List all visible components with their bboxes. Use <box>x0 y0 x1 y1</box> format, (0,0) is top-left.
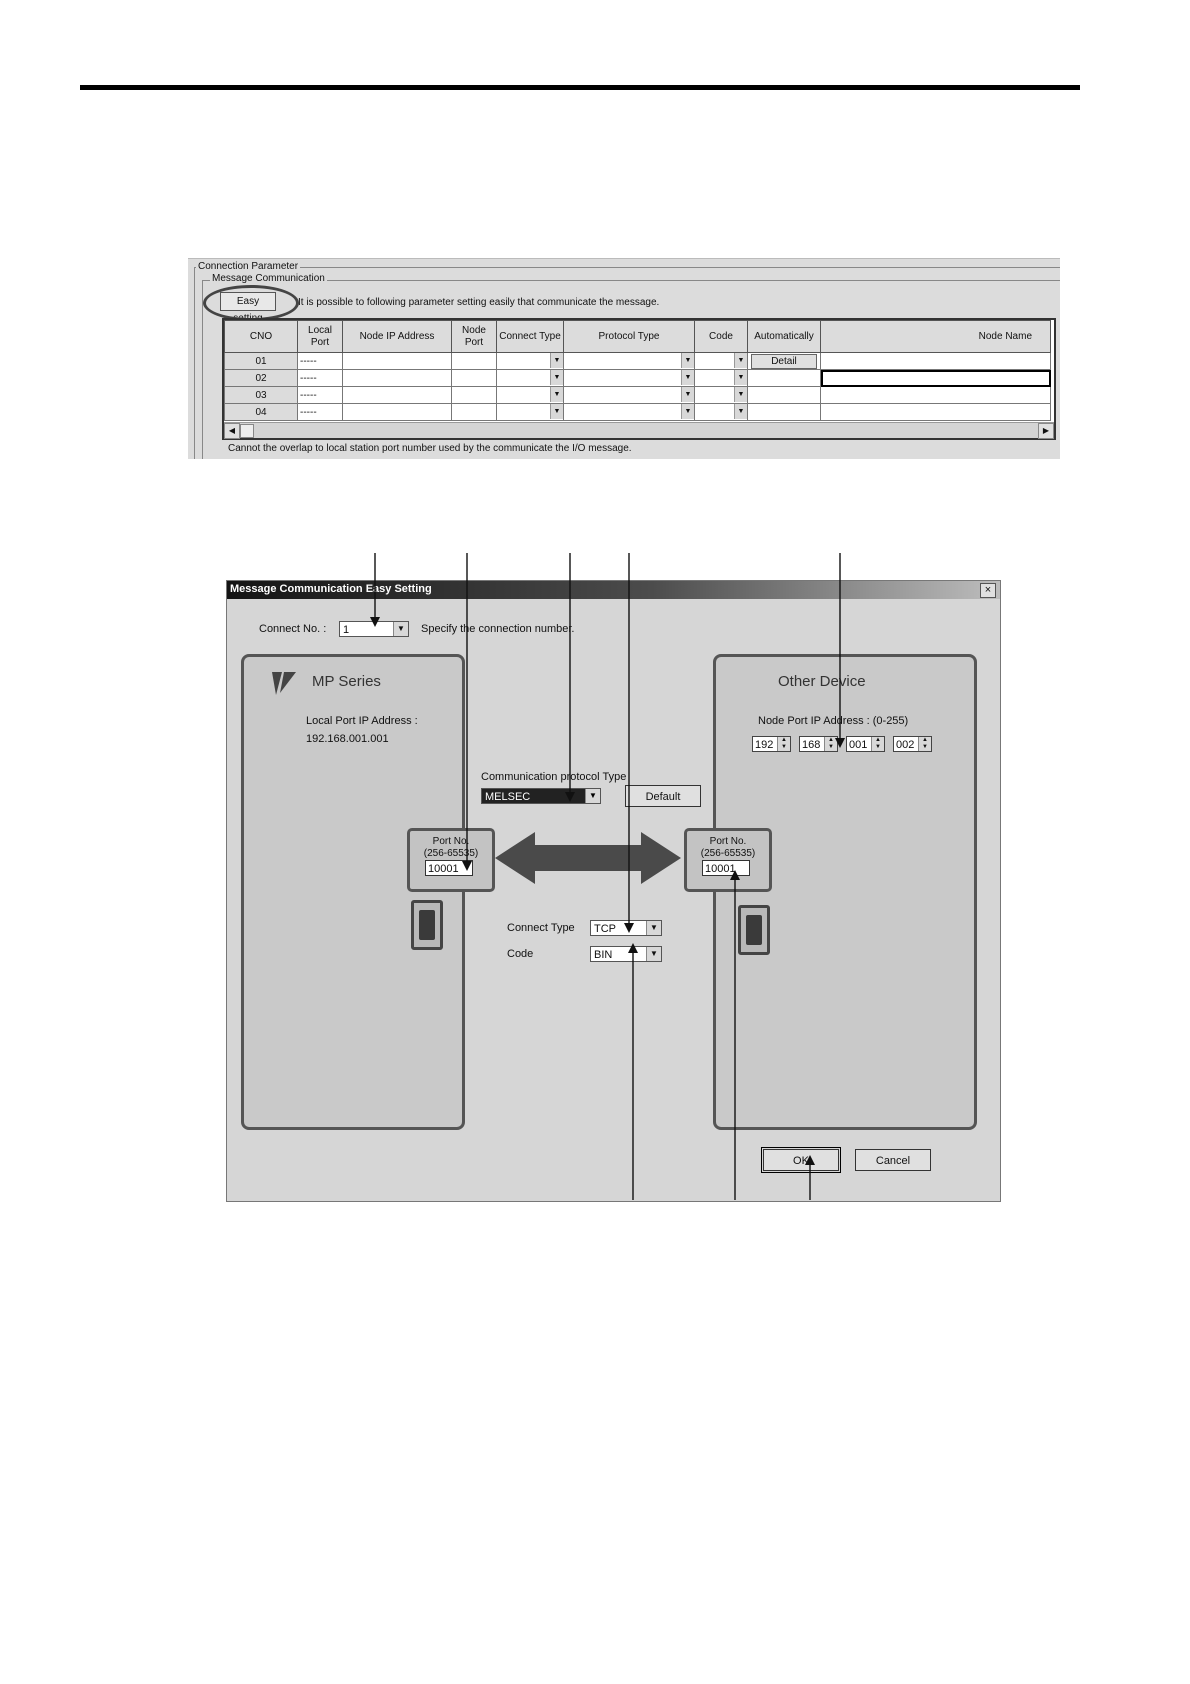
node-name-cell[interactable] <box>821 404 1051 421</box>
node-port-cell[interactable] <box>452 387 497 404</box>
spinner-icon[interactable]: ▲ ▼ <box>918 737 931 751</box>
automatically-cell <box>748 353 821 370</box>
ip-octet-2-input[interactable] <box>799 736 838 752</box>
code-cell[interactable] <box>695 370 748 387</box>
connect-no-select[interactable] <box>339 621 409 637</box>
local-ip-value: 192.168.001.001 <box>306 733 389 745</box>
column-header-node-port[interactable]: Node Port <box>452 321 497 353</box>
code-cell[interactable] <box>695 404 748 421</box>
cno-cell: 03 <box>225 387 298 404</box>
dropdown-arrow-icon[interactable]: ▼ <box>681 370 694 385</box>
scrollbar-thumb[interactable] <box>240 424 254 438</box>
node-port-cell[interactable] <box>452 404 497 421</box>
protocol-type-cell[interactable] <box>564 404 695 421</box>
dropdown-arrow-icon[interactable]: ▼ <box>550 370 563 385</box>
local-port-range: (256-65535) <box>423 848 479 859</box>
dropdown-arrow-icon[interactable]: ▼ <box>734 387 747 402</box>
connect-type-cell[interactable] <box>497 370 564 387</box>
remote-port-range: (256-65535) <box>700 848 756 859</box>
ethernet-port-icon <box>411 900 443 950</box>
chevron-down-icon[interactable]: ▼ <box>393 622 408 636</box>
column-header-automatically[interactable]: Automatically <box>748 321 821 353</box>
ip-octet-3-value: 001 <box>849 739 868 751</box>
local-port-input[interactable]: 10001 <box>425 860 473 876</box>
easy-setting-highlight <box>203 285 299 321</box>
scroll-left-icon[interactable]: ◀ <box>224 423 240 439</box>
remote-port-input[interactable]: 10001 <box>702 860 750 876</box>
local-port-cell[interactable]: ----- <box>298 387 343 404</box>
ok-button[interactable]: OK <box>763 1149 839 1171</box>
table-row[interactable] <box>225 370 1051 387</box>
local-port-cell[interactable]: ----- <box>298 404 343 421</box>
local-panel-title: MP Series <box>312 673 381 690</box>
other-device-panel <box>713 654 977 1130</box>
automatically-cell[interactable] <box>748 387 821 404</box>
node-name-cell-selected[interactable] <box>821 370 1051 387</box>
table-row[interactable] <box>225 353 1051 370</box>
dropdown-arrow-icon[interactable]: ▼ <box>681 387 694 402</box>
detail-button[interactable]: Detail <box>751 354 817 369</box>
node-ip-cell[interactable] <box>343 370 452 387</box>
connect-type-select[interactable] <box>590 920 662 936</box>
ip-octet-4-value: 002 <box>896 739 915 751</box>
node-ip-label: Node Port IP Address : (0-255) <box>758 715 909 727</box>
table-row[interactable] <box>225 404 1051 421</box>
easy-setting-button[interactable]: Easy <box>220 292 276 311</box>
ethernet-port-icon <box>738 905 770 955</box>
easy-setting-description: It is possible to following parameter setting easily that communicate the message. <box>298 297 660 308</box>
ip-octet-1-value: 192 <box>755 739 774 751</box>
chevron-down-icon[interactable]: ▼ <box>646 947 661 961</box>
connect-type-cell[interactable] <box>497 404 564 421</box>
code-select[interactable] <box>590 946 662 962</box>
ip-octet-3-input[interactable] <box>846 736 885 752</box>
automatically-cell[interactable] <box>748 370 821 387</box>
other-device-title: Other Device <box>778 673 866 690</box>
dropdown-arrow-icon[interactable]: ▼ <box>681 353 694 368</box>
cno-cell: 04 <box>225 404 298 421</box>
column-header-cno[interactable]: CNO <box>225 321 298 353</box>
local-port-cell[interactable]: ----- <box>298 370 343 387</box>
column-header-node-name[interactable]: Node Name <box>821 321 1051 353</box>
column-header-protocol-type[interactable]: Protocol Type <box>564 321 695 353</box>
dropdown-arrow-icon[interactable]: ▼ <box>734 404 747 419</box>
code-value: BIN <box>594 949 613 961</box>
automatically-cell[interactable] <box>748 404 821 421</box>
default-button[interactable]: Default <box>625 785 701 807</box>
node-port-cell[interactable] <box>452 370 497 387</box>
node-ip-cell[interactable] <box>343 387 452 404</box>
ip-octet-1-input[interactable] <box>752 736 791 752</box>
code-cell[interactable] <box>695 353 748 370</box>
dialog-titlebar <box>227 581 1000 599</box>
code-cell[interactable] <box>695 387 748 404</box>
dropdown-arrow-icon[interactable]: ▼ <box>550 387 563 402</box>
ip-octet-4-input[interactable] <box>893 736 932 752</box>
protocol-type-cell[interactable] <box>564 353 695 370</box>
spinner-icon[interactable]: ▲ ▼ <box>777 737 790 751</box>
dropdown-arrow-icon[interactable]: ▼ <box>681 404 694 419</box>
cno-cell: 01 <box>225 353 298 370</box>
protocol-type-cell[interactable] <box>564 387 695 404</box>
connect-no-hint: Specify the connection number. <box>421 623 575 635</box>
connect-type-label: Connect Type <box>507 922 575 934</box>
dropdown-arrow-icon[interactable]: ▼ <box>734 353 747 368</box>
ip-octet-2-value: 168 <box>802 739 821 751</box>
connection-parameter-panel <box>188 258 1060 459</box>
protocol-type-cell[interactable] <box>564 370 695 387</box>
protocol-type-value: MELSEC <box>485 791 531 803</box>
message-communication-title: Message Communication <box>212 273 325 284</box>
node-ip-cell[interactable] <box>343 353 452 370</box>
connect-no-value: 1 <box>343 624 350 636</box>
scroll-right-icon[interactable]: ▶ <box>1038 423 1054 439</box>
port-overlap-warning: Cannot the overlap to local station port number used by the communicate the I/O message. <box>228 443 632 454</box>
cancel-button[interactable]: Cancel <box>855 1149 931 1171</box>
table-row[interactable] <box>225 387 1051 404</box>
bidirectional-arrow-icon <box>495 830 681 886</box>
connect-no-label: Connect No. : <box>259 623 327 635</box>
local-port-box <box>407 828 495 892</box>
horizontal-scrollbar[interactable] <box>224 422 1054 438</box>
node-name-cell[interactable] <box>821 387 1051 404</box>
close-icon[interactable]: × <box>980 583 996 598</box>
dialog-title: Message Communication Easy Setting <box>230 583 432 595</box>
code-label: Code <box>507 948 534 960</box>
spinner-icon[interactable]: ▲ ▼ <box>871 737 884 751</box>
local-ip-label: Local Port IP Address : <box>306 715 418 727</box>
connect-type-cell[interactable] <box>497 387 564 404</box>
column-header-local-port[interactable]: Local Port <box>298 321 343 353</box>
chevron-down-icon[interactable]: ▼ <box>585 789 600 803</box>
node-port-cell[interactable] <box>452 353 497 370</box>
local-port-cell[interactable]: ----- <box>298 353 343 370</box>
cno-cell: 02 <box>225 370 298 387</box>
local-port-label: Port No. <box>432 836 470 847</box>
page-top-rule <box>80 85 1080 90</box>
node-name-cell[interactable] <box>821 353 1051 370</box>
connection-table <box>222 318 1056 440</box>
column-header-code[interactable]: Code <box>695 321 748 353</box>
local-device-panel <box>241 654 465 1130</box>
column-header-connect-type[interactable]: Connect Type <box>497 321 564 353</box>
remote-port-box <box>684 828 772 892</box>
connect-type-cell[interactable] <box>497 353 564 370</box>
spinner-icon[interactable]: ▲ ▼ <box>824 737 837 751</box>
protocol-type-label: Communication protocol Type <box>481 771 627 783</box>
node-ip-cell[interactable] <box>343 404 452 421</box>
remote-port-label: Port No. <box>709 836 747 847</box>
easy-setting-dialog <box>226 580 1001 1202</box>
dropdown-arrow-icon[interactable]: ▼ <box>734 370 747 385</box>
connection-parameter-title: Connection Parameter <box>198 261 299 272</box>
yaskawa-logo-icon <box>270 669 298 704</box>
protocol-type-select[interactable] <box>481 788 601 804</box>
dropdown-arrow-icon[interactable]: ▼ <box>550 353 563 368</box>
connect-type-value: TCP <box>594 923 616 935</box>
chevron-down-icon[interactable]: ▼ <box>646 921 661 935</box>
dropdown-arrow-icon[interactable]: ▼ <box>550 404 563 419</box>
column-header-node-ip-address[interactable]: Node IP Address <box>343 321 452 353</box>
